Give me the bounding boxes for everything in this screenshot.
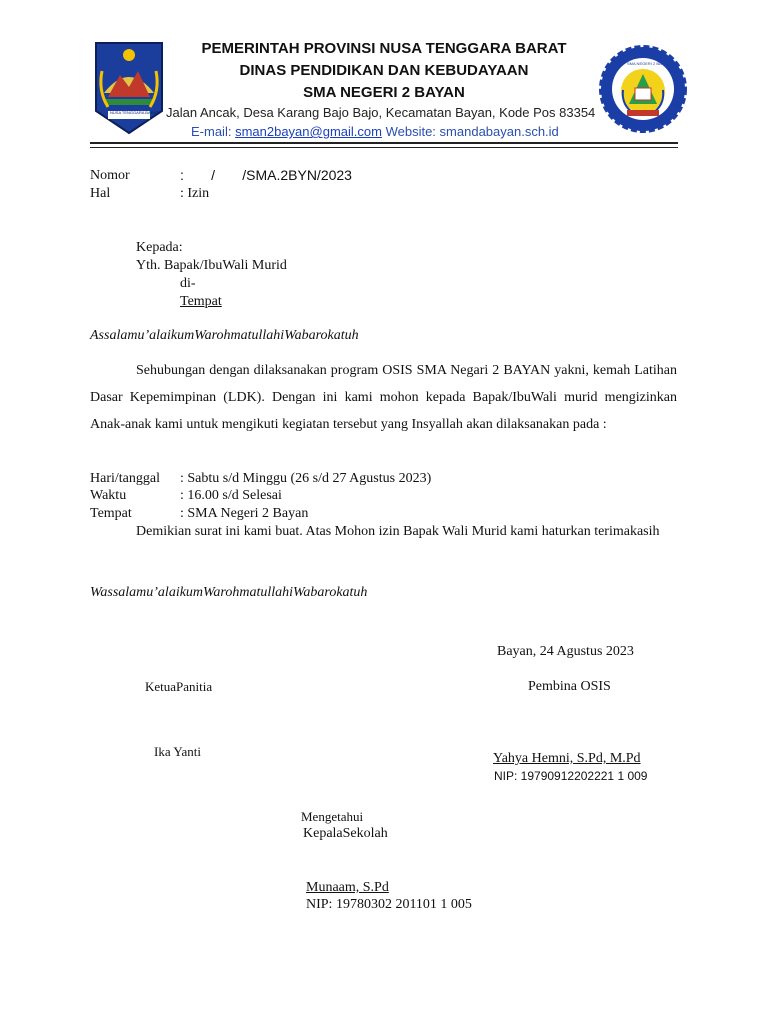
email-link[interactable]: sman2bayan@gmail.com <box>235 124 382 139</box>
closing-paragraph: Demikian surat ini kami buat. Atas Mohon izin Bapak Wali Murid kami haturkan terimakasih <box>136 524 660 539</box>
hal-value: : Izin <box>180 186 210 201</box>
school-emblem-logo <box>599 44 687 134</box>
website-link[interactable]: smandabayan.sch.id <box>439 124 559 139</box>
ntb-emblem-logo <box>94 41 164 135</box>
website-label: Website: <box>385 124 436 139</box>
school-emblem-text: SMA NEGERI 2 BAYAN <box>627 61 670 66</box>
left-signer-name: Ika Yanti <box>154 744 201 759</box>
center-signer-title1: Mengetahui <box>301 809 364 824</box>
letterhead-line1: PEMERINTAH PROVINSI NUSA TENGGARA BARAT <box>201 40 567 57</box>
detail-value-time: : 16.00 s/d Selesai <box>180 488 282 503</box>
email-label: E-mail: <box>191 124 232 139</box>
center-signer-title2: KepalaSekolah <box>303 826 388 841</box>
recipient-line3: di- <box>180 276 196 291</box>
center-signer-nip: NIP: 19780302 201101 1 005 <box>306 897 472 912</box>
nomor-value: : / /SMA.2BYN/2023 <box>180 167 352 183</box>
center-signer-name: Munaam, S.Pd <box>306 880 389 895</box>
right-signer-name: Yahya Hemni, S.Pd, M.Pd <box>493 751 641 766</box>
detail-value-date: : Sabtu s/d Minggu (26 s/d 27 Agustus 2023) <box>180 471 432 486</box>
hal-label: Hal <box>90 186 111 201</box>
detail-value-place: : SMA Negeri 2 Bayan <box>180 506 309 521</box>
right-signer-nip: NIP: 19790912202221 1 009 <box>494 769 648 783</box>
right-signer-title: Pembina OSIS <box>528 679 611 694</box>
detail-label-date: Hari/tanggal <box>90 471 160 486</box>
recipient-line1: Kepada: <box>136 240 183 255</box>
left-signer-title: KetuaPanitia <box>145 679 213 694</box>
greeting: Assalamu’alaikumWarohmatullahiWabarokatuh <box>90 328 359 343</box>
recipient-line2: Yth. Bapak/IbuWali Murid <box>136 258 287 273</box>
nomor-label: Nomor <box>90 168 130 183</box>
letterhead-address: Jalan Ancak, Desa Karang Bajo Bajo, Kecamatan Bayan, Kode Pos 83354 <box>166 105 596 120</box>
detail-label-place: Tempat <box>90 506 132 521</box>
header-rule-thin <box>90 147 678 148</box>
letterhead-line2: DINAS PENDIDIKAN DAN KEBUDAYAAN <box>239 62 529 79</box>
recipient-line4: Tempat <box>180 294 222 309</box>
ntb-emblem-text: NUSA TENGGARA BARAT <box>110 110 159 115</box>
header-rule-thick <box>90 142 678 144</box>
place-date: Bayan, 24 Agustus 2023 <box>497 644 634 659</box>
letterhead-line3: SMA NEGERI 2 BAYAN <box>303 84 465 101</box>
letterhead-contact <box>191 124 559 139</box>
detail-label-time: Waktu <box>90 488 127 503</box>
body-paragraph: Sehubungan dengan dilaksanakan program OSIS SMA Negari 2 BAYAN yakni, kemah Latihan Dasar Kepemimpinan (LDK). Dengan ini kami mohon kepada Bapak/IbuWali murid mengizinkan Anak-anak kami untuk mengikuti kegiatan tersebut yang Insyallah akan dilaksanakan pada : <box>90 363 677 432</box>
farewell: Wassalamu’alaikumWarohmatullahiWabarokatuh <box>90 585 368 600</box>
